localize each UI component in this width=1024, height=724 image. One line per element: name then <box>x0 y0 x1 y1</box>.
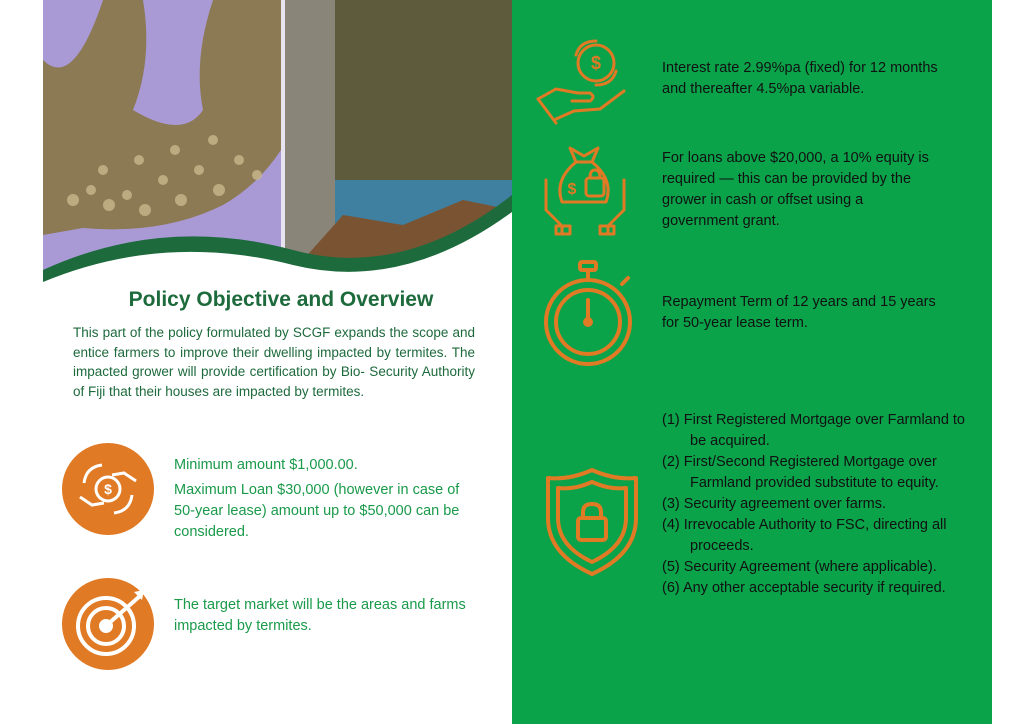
list-item: (5) Security Agreement (where applicable). <box>662 559 937 575</box>
list-item: (3) Security agreement over farms. <box>662 496 887 512</box>
repayment-term-text: Repayment Term of 12 years and 15 years for 50-year lease term. <box>662 294 936 331</box>
hand-dollar-icon <box>534 35 630 129</box>
list-item: (6) Any other acceptable security if required. <box>662 580 946 596</box>
equity-text: For loans above $20,000, a 10% equity is required — this can be provided by the grower in cash or offset using a government grant. <box>662 150 929 229</box>
termite-damage-photo <box>43 0 512 300</box>
maximum-loan: Maximum Loan $30,000 (however in case of 50-year lease) amount up to $50,000 can be considered. <box>174 482 460 540</box>
loan-amount-text <box>174 455 474 543</box>
svg-text:$: $ <box>567 181 577 198</box>
svg-text:$: $ <box>104 481 112 497</box>
page-title: Policy Objective and Overview <box>128 288 434 311</box>
minimum-amount: Minimum amount $1,000.00. <box>174 457 358 473</box>
interest-rate-text: Interest rate 2.99%pa (fixed) for 12 months and thereafter 4.5%pa variable. <box>662 60 938 97</box>
target-icon <box>62 578 154 670</box>
overview-text: This part of the policy formulated by SCGF expands the scope and entice farmers to improve their dwelling impacted by termites. The impacted grower will provide certification by Bio- Security Authority of Fiji that their houses are impacted by termites. <box>73 325 475 399</box>
shield-lock-icon <box>544 466 640 578</box>
target-market-text: The target market will be the areas and farms impacted by termites. <box>174 597 466 634</box>
security-list <box>662 410 982 599</box>
right-panel <box>512 0 992 724</box>
svg-text:$: $ <box>590 53 602 73</box>
money-bag-hands-icon <box>540 140 630 236</box>
stopwatch-icon <box>540 260 636 368</box>
list-item: (1) First Registered Mortgage over Farmland to be acquired. <box>662 412 965 449</box>
list-item: (4) Irrevocable Authority to FSC, directing all proceeds. <box>662 517 947 554</box>
money-exchange-icon <box>62 443 154 535</box>
list-item: (2) First/Second Registered Mortgage over Farmland provided substitute to equity. <box>662 454 939 491</box>
left-panel <box>43 0 512 724</box>
